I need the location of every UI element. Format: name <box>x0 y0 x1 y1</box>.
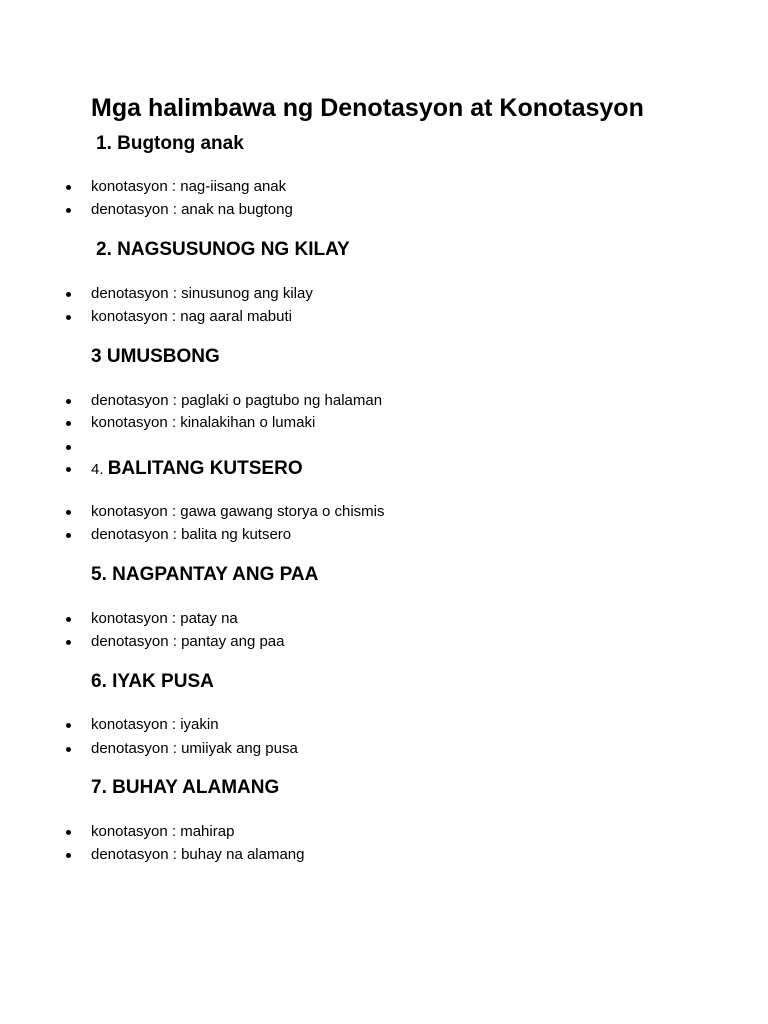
list-item-text: denotasyon : pantay ang paa <box>91 633 285 650</box>
list-item <box>0 283 700 305</box>
bullet-icon <box>66 185 71 190</box>
bullet-icon <box>66 853 71 858</box>
bullet-icon <box>66 208 71 213</box>
list-item <box>0 844 700 866</box>
section-heading-5: 5. NAGPANTAY ANG PAA <box>91 564 319 585</box>
page-title: Mga halimbawa ng Denotasyon at Konotasyon <box>91 94 644 122</box>
list-item <box>0 714 700 736</box>
bullet-icon <box>66 292 71 297</box>
list-item <box>0 390 700 412</box>
list-item <box>0 176 700 198</box>
list-item <box>0 524 700 546</box>
list-item-text: konotasyon : nag-iisang anak <box>91 178 287 195</box>
list-item <box>0 608 700 630</box>
bullet-icon <box>66 315 71 320</box>
list-item <box>0 412 700 434</box>
list-item-text: konotasyon : mahirap <box>91 823 235 840</box>
list-item-text: konotasyon : nag aaral mabuti <box>91 308 292 325</box>
list-item <box>0 501 700 523</box>
list-item <box>0 306 700 328</box>
bullet-icon <box>66 830 71 835</box>
list-item <box>0 738 700 760</box>
section-heading-3: 3 UMUSBONG <box>91 346 220 367</box>
bullet-icon <box>66 421 71 426</box>
bullet-icon <box>66 640 71 645</box>
section-heading-2: 2. NAGSUSUNOG NG KILAY <box>96 239 350 260</box>
bullet-icon <box>66 723 71 728</box>
bullet-icon <box>66 445 71 450</box>
bullet-icon <box>66 533 71 538</box>
bullet-icon <box>66 617 71 622</box>
list-item-text: konotasyon : kinalakihan o lumaki <box>91 414 316 431</box>
section-heading-4 <box>91 456 303 483</box>
list-item-text: konotasyon : iyakin <box>91 716 219 733</box>
list-item <box>0 199 700 221</box>
bullet-icon <box>66 747 71 752</box>
section-heading-6: 6. IYAK PUSA <box>91 671 214 692</box>
bullet-icon <box>66 399 71 404</box>
bullet-icon <box>66 510 71 515</box>
list-item-text: denotasyon : sinusunog ang kilay <box>91 285 313 302</box>
list-item-heading <box>0 456 700 482</box>
list-item-text: konotasyon : patay na <box>91 610 238 627</box>
list-item-text: denotasyon : balita ng kutsero <box>91 526 292 543</box>
list-item-text: konotasyon : gawa gawang storya o chismis <box>91 503 385 520</box>
section-heading-7: 7. BUHAY ALAMANG <box>91 777 280 798</box>
list-item-text: denotasyon : paglaki o pagtubo ng halaman <box>91 392 383 409</box>
section-heading-text: BALITANG KUTSERO <box>107 458 303 479</box>
bullet-icon <box>66 467 71 472</box>
section-number: 4. <box>91 461 104 478</box>
section-heading-1: 1. Bugtong anak <box>96 133 244 154</box>
list-item-text: denotasyon : anak na bugtong <box>91 201 293 218</box>
list-item-text: denotasyon : buhay na alamang <box>91 846 305 863</box>
list-item-text: denotasyon : umiiyak ang pusa <box>91 740 298 757</box>
list-item <box>0 821 700 843</box>
empty-list-item <box>0 436 700 458</box>
list-item <box>0 631 700 653</box>
